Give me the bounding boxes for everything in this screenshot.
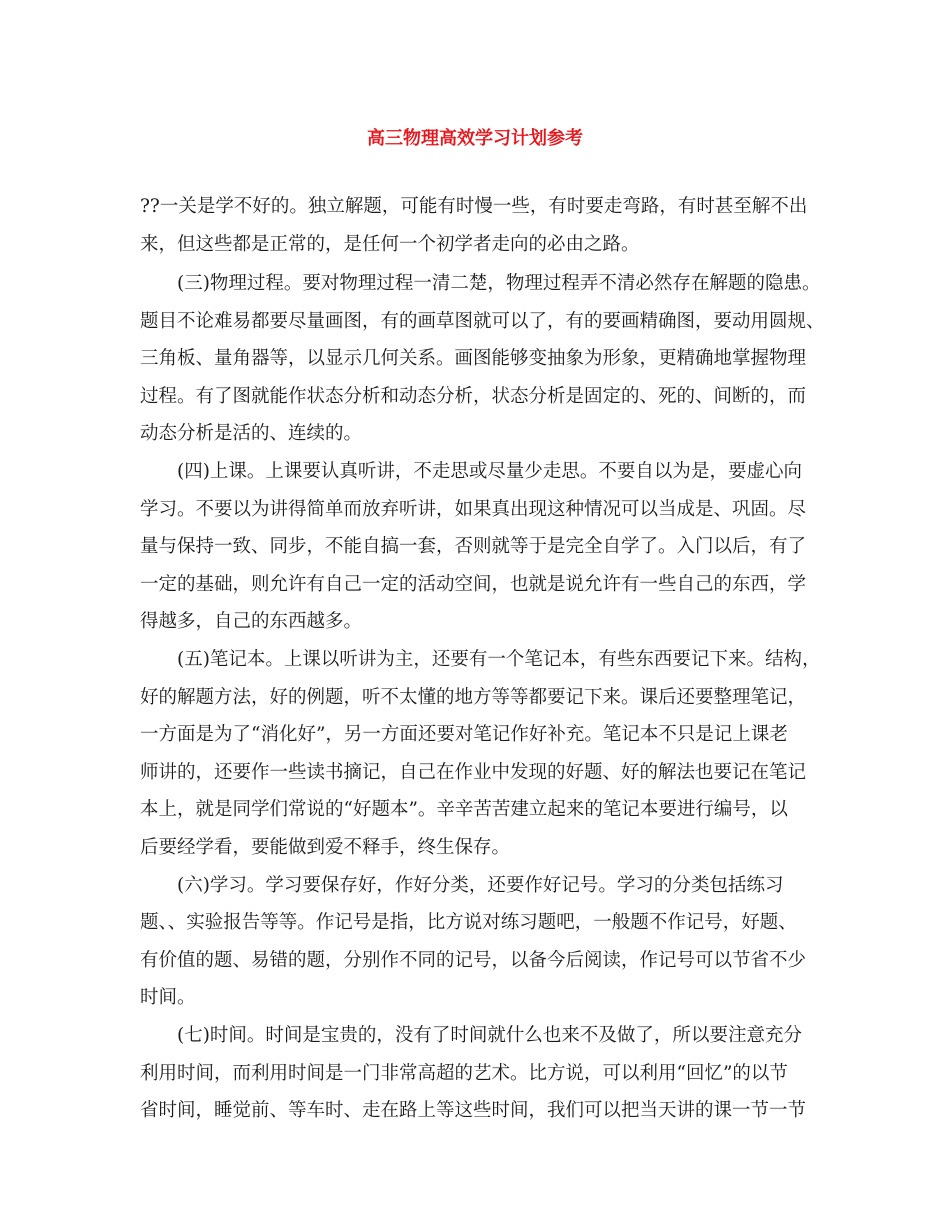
paragraph-line: (六)学习。学习要保存好，作好分类，还要作好记号。学习的分类包括练习 xyxy=(177,875,784,896)
paragraph-line: (七)时间。时间是宝贵的，没有了时间就什么也来不及做了，所以要注意充分 xyxy=(177,1025,802,1046)
paragraph-line: 利用时间，而利用时间是一门非常高超的艺术。比方说，可以利用“回忆”的以节 xyxy=(140,1063,788,1084)
paragraph-line: 来，但这些都是正常的，是任何一个初学者走向的必由之路。 xyxy=(140,234,640,255)
paragraph-line: 省时间，睡觉前、等车时、走在路上等这些时间，我们可以把当天讲的课一节一节 xyxy=(140,1100,807,1121)
paragraph-line: 本上，就是同学们常说的“好题本”。辛辛苦苦建立起来的笔记本要进行编号，以 xyxy=(140,799,788,820)
paragraph-line: 有价值的题、易错的题，分别作不同的记号，以备今后阅读，作记号可以节省不少 xyxy=(140,950,807,971)
paragraph-line: 三角板、量角器等，以显示几何关系。画图能够变抽象为形象，更精确地掌握物理 xyxy=(140,348,807,369)
paragraph-line: 时间。 xyxy=(140,987,196,1008)
paragraph-line: (四)上课。上课要认真听讲，不走思或尽量少走思。不要自以为是，要虚心向 xyxy=(177,461,802,482)
paragraph-line: 题、、实验报告等等。作记号是指，比方说对练习题吧，一般题不作记号，好题、 xyxy=(140,912,797,933)
document-title: 高三物理高效学习计划参考 xyxy=(367,128,583,149)
paragraph-line: ??一关是学不好的。独立解题，可能有时慢一些，有时要走弯路，有时甚至解不出 xyxy=(140,196,808,217)
paragraph-line: 得越多，自己的东西越多。 xyxy=(140,611,363,632)
paragraph-line: 一方面是为了“消化好”，另一方面还要对笔记作好补充。笔记本不只是记上课老 xyxy=(140,724,788,745)
paragraph-line: 题目不论难易都要尽量画图，有的画草图就可以了，有的要画精确图，要动用圆规、 xyxy=(140,311,825,332)
paragraph-line: 过程。有了图就能作状态分析和动态分析，状态分析是固定的、死的、间断的，而 xyxy=(140,386,807,407)
paragraph-line: (三)物理过程。要对物理过程一清二楚，物理过程弄不清必然存在解题的隐患。 xyxy=(177,273,821,294)
paragraph-line: 一定的基础，则允许有自己一定的活动空间，也就是说允许有一些自己的东西，学 xyxy=(140,574,807,595)
paragraph-line: 好的解题方法，好的例题，听不太懂的地方等等都要记下来。课后还要整理笔记， xyxy=(140,687,807,708)
paragraph-line: 后要经学看，要能做到爱不释手，终生保存。 xyxy=(140,837,511,858)
paragraph-line: 动态分析是活的、连续的。 xyxy=(140,423,363,444)
paragraph-line: 师讲的，还要作一些读书摘记，自己在作业中发现的好题、好的解法也要记在笔记 xyxy=(140,762,807,783)
paragraph-line: 量与保持一致、同步，不能自搞一套，否则就等于是完全自学了。入门以后，有了 xyxy=(140,536,807,557)
paragraph-line: 学习。不要以为讲得简单而放弃听讲，如果真出现这种情况可以当成是、巩固。尽 xyxy=(140,499,807,520)
paragraph-line: (五)笔记本。上课以听讲为主，还要有一个笔记本，有些东西要记下来。结构， xyxy=(177,649,821,670)
